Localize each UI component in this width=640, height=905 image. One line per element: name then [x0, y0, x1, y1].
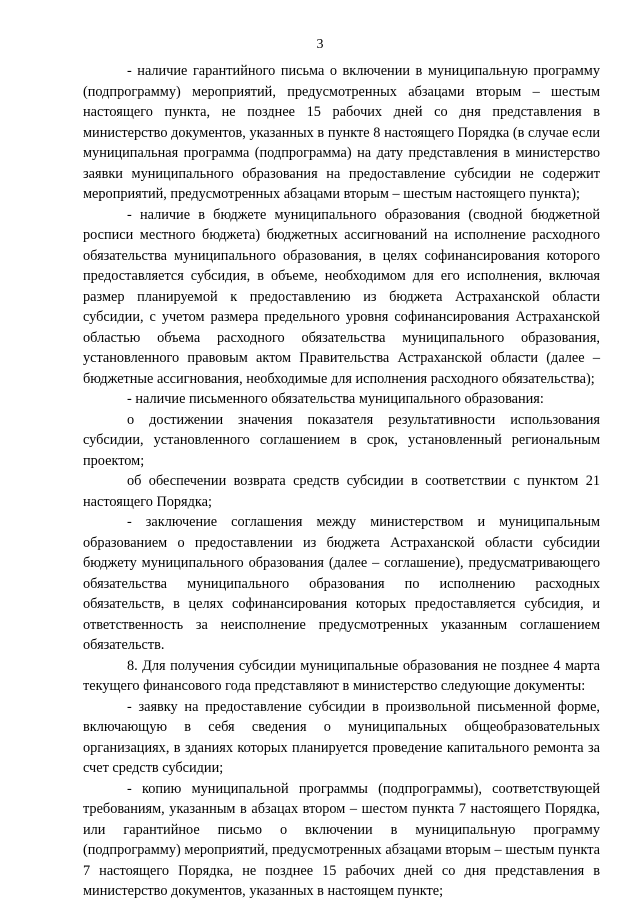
- paragraph-budget-allocations: - наличие в бюджете муниципального образования (сводной бюджетной росписи местного бюджета) бюджетных ассигнований на исполнение расходного обязательства муниципального образования, в целях софинансирования которого предоставляется субсидия, в объеме, необходимом для его исполнения, включая размер планируемой к предоставлению из бюджета Астраханской области субсидии, с учетом размера предельного уровня софинансирования Астраханской областью объема расходного обязательства муниципального образования, установленного правовым актом Правительства Астраханской области (далее – бюджетные ассигнования, необходимые для исполнения расходного обязательства);: [83, 206, 600, 387]
- paragraph-application: - заявку на предоставление субсидии в произвольной письменной форме, включающую в себя сведения о муниципальных общеобразовательных организациях, в зданиях которых планируется проведение капитального ремонта за счет средств субсидии;: [83, 698, 600, 776]
- paragraph-item-8: 8. Для получения субсидии муниципальные образования не позднее 4 марта текущего финансового года представляют в министерство следующие документы:: [83, 657, 600, 694]
- page-number: 3: [316, 37, 324, 52]
- document-body: [83, 61, 600, 902]
- paragraph-subsidy-return: об обеспечении возврата средств субсидии в соответствии с пунктом 21 настоящего Порядка;: [83, 473, 600, 510]
- paragraph-program-copy: - копию муниципальной программы (подпрограммы), соответствующей требованиям, указанным в абзацах втором – шестом пункта 7 настоящего Порядка, или гарантийное письмо о включении в муниципальную программу (подпрограмму) мероприятий, предусмотренных абзацами вторым – шестым пункта 7 настоящего Порядка, не позднее 15 рабочих дней со дня представления в министерство документов, указанных в настоящем пункте;: [83, 780, 600, 899]
- paragraph-agreement: - заключение соглашения между министерством и муниципальным образованием о предоставлении из бюджета Астраханской области субсидии бюджету муниципального образования (далее – соглашение), предусматривающего обязательства муниципального образования по исполнению расходных обязательств, в целях софинансирования которых предоставляется субсидия, и ответственность за неисполнение предусмотренных указанным соглашением обязательств.: [83, 514, 600, 653]
- paragraph-performance-indicator: о достижении значения показателя результативности использования субсидии, установленного соглашением в срок, установленный региональным проектом;: [83, 411, 600, 469]
- paragraph-written-obligation: - наличие письменного обязательства муниципального образования:: [127, 391, 544, 407]
- paragraph-guarantee-letter: - наличие гарантийного письма о включении в муниципальную программу (подпрограмму) мероприятий, предусмотренных абзацами вторым – шестым настоящего пункта, не позднее 15 рабочих дней со дня представления в министерство документов, указанных в пункте 8 настоящего Порядка (в случае если муниципальная программа (подпрограмма) на дату представления в министерство заявки муниципального образования на предоставление субсидии не содержит мероприятий, предусмотренных абзацами вторым – шестым настоящего пункта);: [83, 63, 600, 202]
